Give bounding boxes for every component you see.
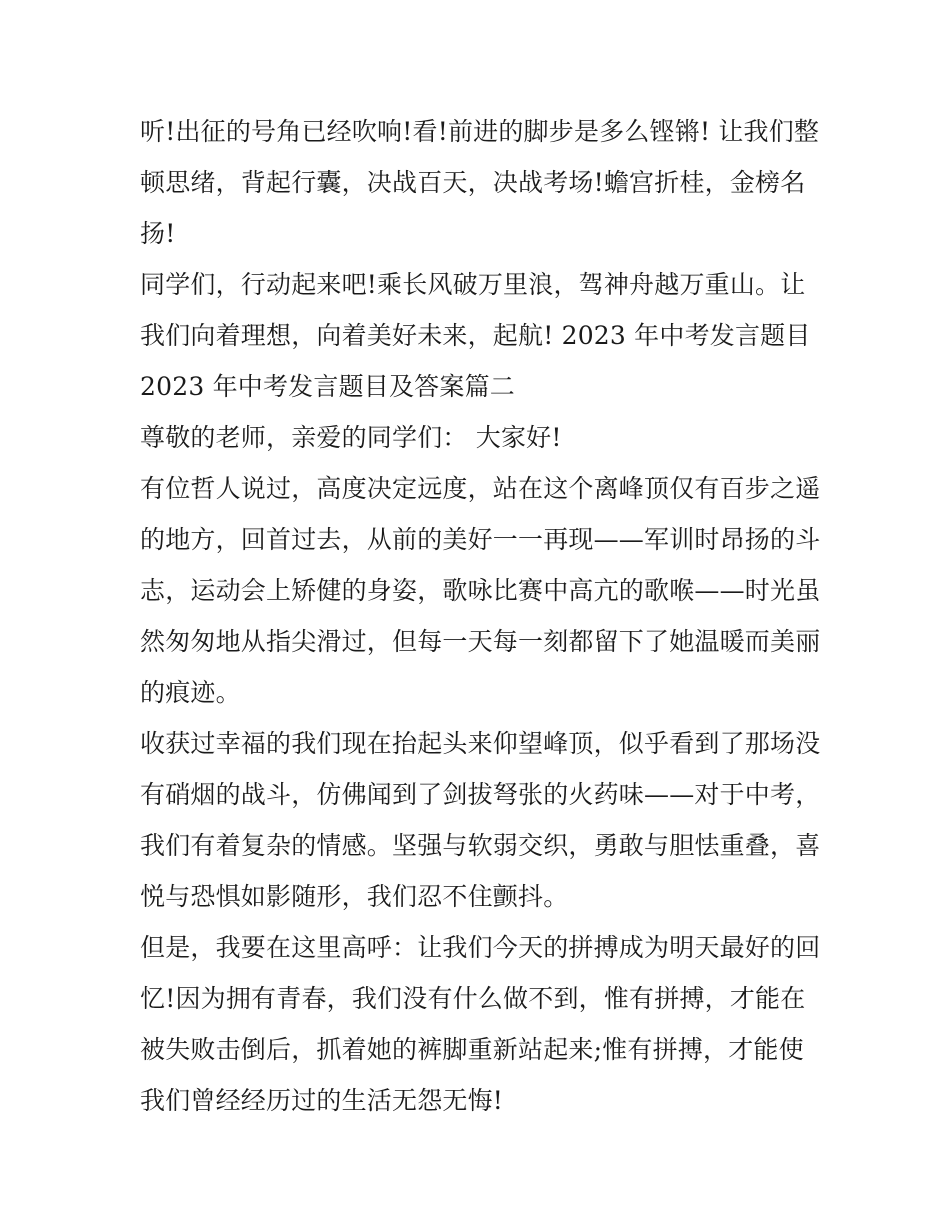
text-line: 有硝烟的战斗，仿佛闻到了剑拔弩张的火药味——对于中考， xyxy=(140,780,821,809)
text-line: 听!出征的号角已经吹响!看!前进的脚步是多么铿锵! 让我们整 xyxy=(140,117,820,146)
document-body xyxy=(140,106,820,1126)
text-line: 我们曾经经历过的生活无怨无悔! xyxy=(140,1086,504,1115)
text-line: 顿思绪，背起行囊，决战百天，决战考场!蟾宫折桂，金榜名 xyxy=(140,168,806,197)
text-line: 然匆匆地从指尖滑过，但每一天每一刻都留下了她温暖而美丽 xyxy=(140,627,821,656)
text-line: 尊敬的老师，亲爱的同学们： 大家好! xyxy=(140,423,562,452)
text-line: 我们有着复杂的情感。坚强与软弱交织，勇敢与胆怯重叠，喜 xyxy=(140,831,821,860)
text-line: 但是，我要在这里高呼：让我们今天的拼搏成为明天最好的回 xyxy=(140,933,821,962)
text-line: 扬! xyxy=(140,219,176,248)
paragraph-5 xyxy=(140,922,820,1126)
text-line: 志，运动会上矫健的身姿，歌咏比赛中高亢的歌喉——时光虽 xyxy=(140,576,821,605)
text-line: 的地方，回首过去，从前的美好一一再现——军训时昂扬的斗 xyxy=(140,525,821,554)
text-line: 悦与恐惧如影随形，我们忍不住颤抖。 xyxy=(140,882,569,911)
text-line: 被失败击倒后，抓着她的裤脚重新站起来;惟有拼搏，才能使 xyxy=(140,1035,804,1064)
paragraph-1 xyxy=(140,106,820,259)
paragraph-greeting xyxy=(140,412,820,463)
text-line: 同学们，行动起来吧!乘长风破万里浪，驾神舟越万重山。让 xyxy=(140,270,806,299)
paragraph-2 xyxy=(140,259,820,412)
text-line: 的痕迹。 xyxy=(140,678,241,707)
paragraph-4 xyxy=(140,718,820,922)
text-line: 收获过幸福的我们现在抬起头来仰望峰顶，似乎看到了那场没 xyxy=(140,729,821,758)
text-line: 我们向着理想，向着美好未来，起航! 2023 年中考发言题目 xyxy=(140,321,811,350)
section-heading: 2023 年中考发言题目及答案篇二 xyxy=(140,372,515,401)
text-line: 忆!因为拥有青春，我们没有什么做不到，惟有拼搏，才能在 xyxy=(140,984,806,1013)
text-line: 有位哲人说过，高度决定远度，站在这个离峰顶仅有百步之遥 xyxy=(140,474,821,503)
paragraph-3 xyxy=(140,463,820,718)
